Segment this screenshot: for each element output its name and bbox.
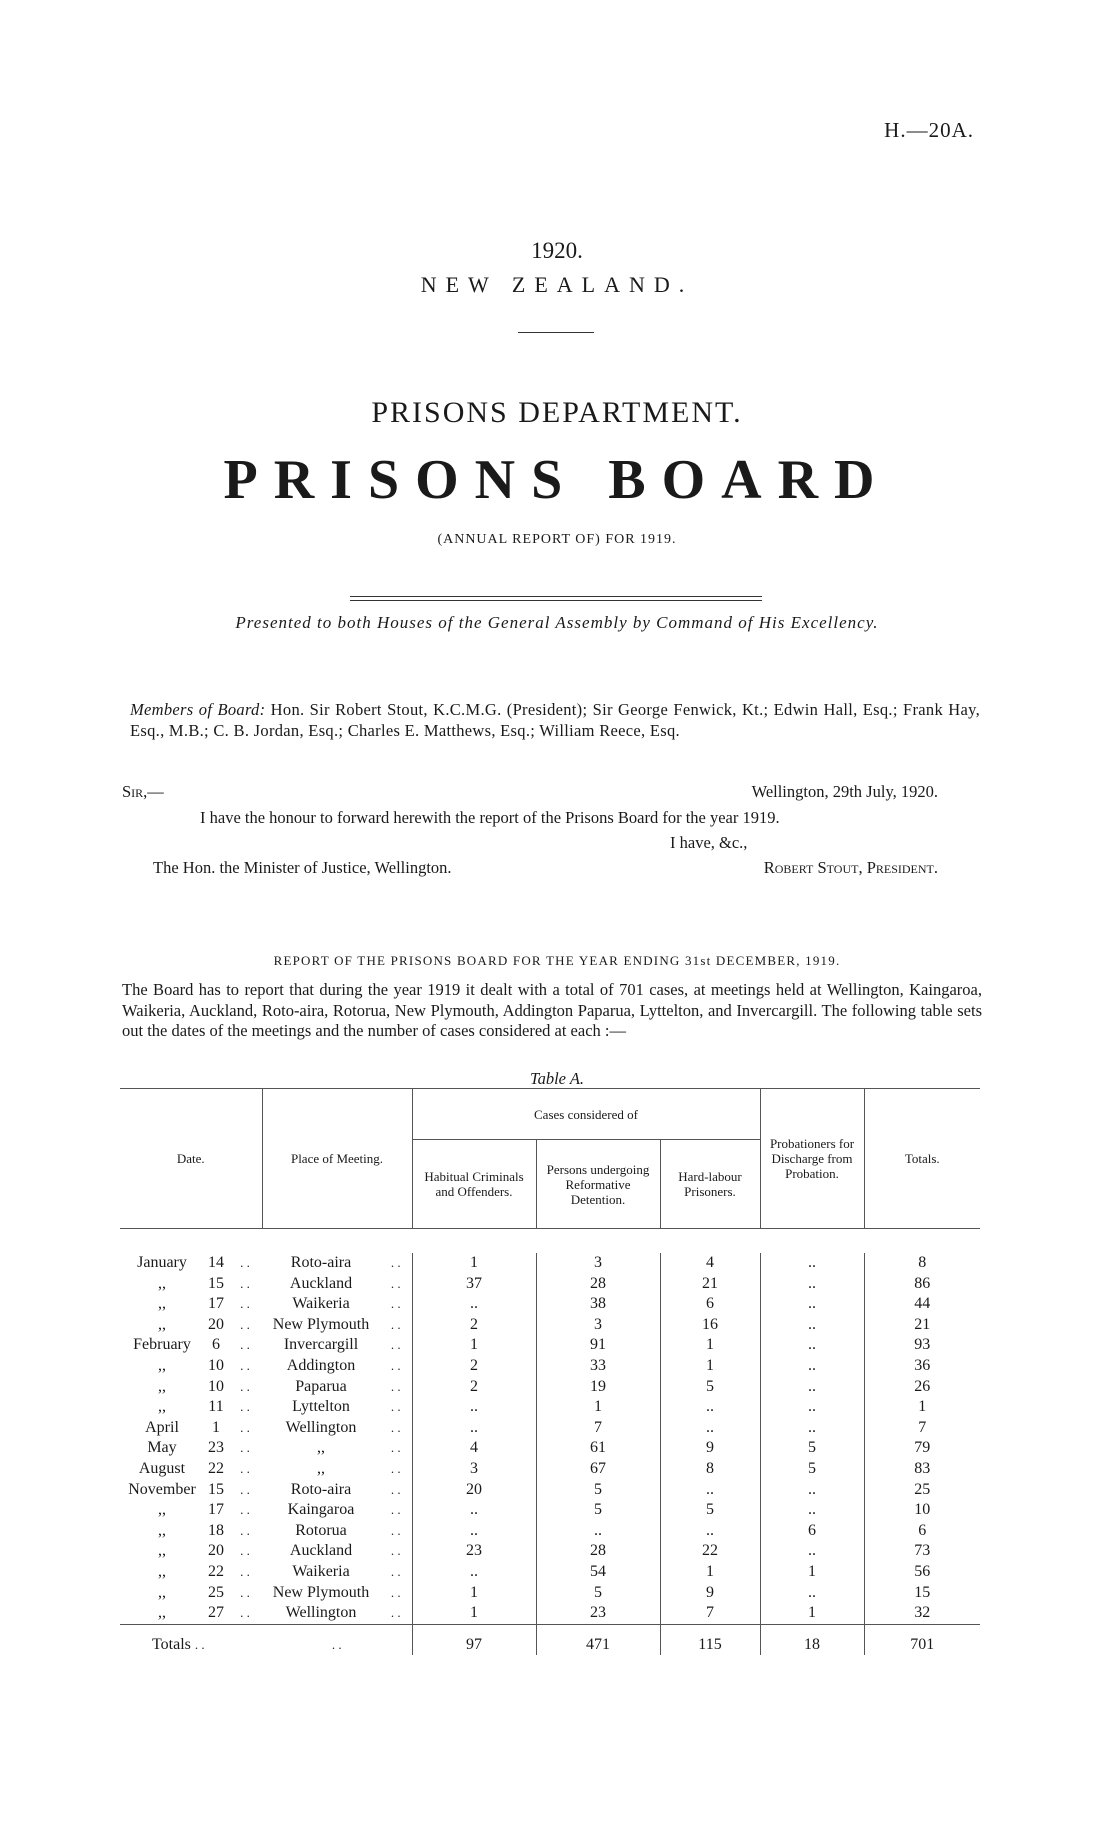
row-hardlabour: 22: [702, 1542, 718, 1560]
row-day: 10: [208, 1377, 224, 1395]
row-place: ,,: [317, 1439, 325, 1457]
row-place-dots: . .: [380, 1253, 412, 1274]
row-month: ,,: [158, 1295, 166, 1313]
row-total: 93: [914, 1336, 931, 1354]
table-row: [120, 1603, 980, 1624]
row-dots: . .: [240, 1255, 250, 1270]
row-hardlabour: ..: [706, 1480, 714, 1498]
table-row: [120, 1521, 980, 1542]
table-row: [120, 1480, 980, 1501]
row-reformative: 19: [536, 1377, 660, 1398]
row-place-dots: . .: [380, 1315, 412, 1336]
row-total: 21: [914, 1315, 931, 1333]
row-probation: 5: [760, 1438, 864, 1459]
row-total: 56: [914, 1562, 931, 1580]
row-month: ,,: [158, 1398, 166, 1416]
row-probation: ..: [760, 1500, 864, 1521]
table-row: [120, 1397, 980, 1418]
members-label: Members of Board:: [130, 700, 266, 719]
row-reformative: 28: [536, 1541, 660, 1562]
row-hardlabour: 9: [706, 1583, 714, 1601]
row-place-dots: . .: [380, 1603, 412, 1624]
table-row: [120, 1438, 980, 1459]
row-total: 73: [914, 1542, 931, 1560]
presented-line: Presented to both Houses of the General Assembly by Command of His Excellency.: [235, 613, 879, 632]
row-total: 25: [914, 1480, 931, 1498]
row-habitual: 2: [470, 1315, 478, 1333]
row-month: February: [133, 1336, 191, 1354]
row-reformative: 91: [536, 1335, 660, 1356]
row-probation: 6: [760, 1521, 864, 1542]
row-month: ,,: [158, 1604, 166, 1622]
row-day: 1: [212, 1418, 220, 1436]
row-total: 6: [918, 1521, 927, 1539]
row-dots: . .: [240, 1378, 250, 1394]
row-place-dots: . .: [380, 1480, 412, 1501]
row-reformative: 54: [536, 1562, 660, 1583]
row-habitual: 20: [466, 1480, 482, 1498]
row-day: 27: [208, 1604, 224, 1622]
row-total: 83: [914, 1459, 931, 1477]
row-dots: . .: [240, 1337, 250, 1353]
row-total: 32: [914, 1604, 931, 1622]
row-place-dots: . .: [380, 1438, 412, 1459]
row-probation: ..: [760, 1274, 864, 1295]
row-habitual: 2: [470, 1356, 478, 1374]
row-total: 44: [914, 1295, 931, 1313]
row-probation: ..: [760, 1315, 864, 1336]
row-month: January: [137, 1254, 187, 1271]
row-habitual: 1: [470, 1336, 478, 1354]
row-hardlabour: 1: [706, 1562, 714, 1580]
divider: [350, 596, 762, 597]
table-caption: Table A.: [529, 1069, 585, 1088]
row-dots: . .: [240, 1316, 250, 1332]
row-place-dots: . .: [380, 1583, 412, 1604]
row-total: 86: [914, 1274, 931, 1292]
department-title: PRISONS DEPARTMENT.: [371, 396, 743, 429]
row-day: 15: [208, 1480, 224, 1498]
row-place: Waikeria: [292, 1295, 350, 1313]
row-place-dots: . .: [380, 1541, 412, 1562]
table-row: [120, 1583, 980, 1604]
cases-table: [120, 1088, 980, 1655]
row-dots: . .: [240, 1605, 250, 1621]
row-month: ,,: [158, 1274, 166, 1292]
row-day: 11: [208, 1398, 224, 1416]
row-reformative: 33: [536, 1356, 660, 1377]
totals-total: 701: [910, 1635, 935, 1653]
row-hardlabour: 7: [706, 1604, 714, 1622]
row-probation: ..: [760, 1418, 864, 1439]
row-month: ,,: [158, 1315, 166, 1333]
row-hardlabour: 4: [706, 1254, 714, 1271]
letter-closing: I have, &c.,: [670, 833, 748, 852]
row-reformative: ..: [536, 1521, 660, 1542]
row-place: Wellington: [285, 1418, 357, 1436]
report-paragraph: The Board has to report that during the year 1919 it dealt with a total of 701 cases, at meetings held at Wellington, Kaingaroa, Waikeria, Auckland, Roto-aira, Rotorua, New Plymouth, Addington Paparua, Lyttelton, and Invercargill. The following table sets out the dates of the meetings and the number of cases considered at each :—: [122, 980, 982, 1040]
row-day: 20: [208, 1542, 224, 1560]
row-probation: ..: [760, 1294, 864, 1315]
row-month: November: [128, 1480, 196, 1498]
row-place: Kaingaroa: [287, 1501, 355, 1519]
row-hardlabour: ..: [706, 1398, 714, 1416]
table-row: [120, 1541, 980, 1562]
row-day: 22: [208, 1562, 224, 1580]
board-members: [130, 700, 980, 741]
header-hardlabour: Hard-labour Prisoners.: [678, 1169, 742, 1199]
row-habitual: ..: [470, 1295, 478, 1313]
table-row: [120, 1562, 980, 1583]
row-day: 23: [208, 1439, 224, 1457]
row-total: 1: [918, 1398, 927, 1416]
row-habitual: 1: [470, 1583, 478, 1601]
row-place-dots: . .: [380, 1459, 412, 1480]
row-dots: . .: [240, 1502, 250, 1518]
row-place: Rotorua: [295, 1521, 347, 1539]
row-place-dots: . .: [380, 1377, 412, 1398]
row-total: 8: [918, 1254, 927, 1271]
row-place: Roto-aira: [290, 1480, 352, 1498]
row-hardlabour: 16: [702, 1315, 718, 1333]
row-reformative: 5: [536, 1500, 660, 1521]
row-hardlabour: 5: [706, 1501, 714, 1519]
row-reformative: 1: [536, 1397, 660, 1418]
row-dots: . .: [240, 1563, 250, 1579]
row-dots: . .: [240, 1522, 250, 1538]
row-place-dots: . .: [380, 1356, 412, 1377]
row-hardlabour: 9: [706, 1439, 714, 1457]
letter-addressee: The Hon. the Minister of Justice, Wellington.: [153, 858, 452, 877]
row-probation: ..: [760, 1377, 864, 1398]
row-hardlabour: 5: [706, 1377, 714, 1395]
divider: [350, 600, 762, 601]
row-probation: ..: [760, 1335, 864, 1356]
row-month: May: [147, 1439, 177, 1457]
row-probation: ..: [760, 1356, 864, 1377]
row-reformative: 23: [536, 1603, 660, 1624]
row-month: ,,: [158, 1562, 166, 1580]
row-place-dots: . .: [380, 1562, 412, 1583]
row-place: Paparua: [295, 1377, 347, 1395]
totals-probation: 18: [760, 1624, 864, 1655]
divider: [518, 332, 594, 333]
header-habitual: Habitual Criminals and Offenders.: [424, 1169, 524, 1199]
members-list: Hon. Sir Robert Stout, K.C.M.G. (President); Sir George Fenwick, Kt.; Edwin Hall, Esq.; Frank Hay, Esq., M.B.; C. B. Jordan, Esq.; Charles E. Matthews, Esq.; William Reece, Esq.: [130, 700, 980, 740]
row-reformative: 5: [536, 1480, 660, 1501]
table-row: [120, 1315, 980, 1336]
row-hardlabour: 1: [706, 1356, 714, 1374]
row-reformative: 38: [536, 1294, 660, 1315]
row-dots: . .: [240, 1584, 250, 1600]
table-row: [120, 1294, 980, 1315]
row-habitual: 1: [470, 1254, 478, 1271]
row-probation: 5: [760, 1459, 864, 1480]
row-month: ,,: [158, 1377, 166, 1395]
letter-signature: Robert Stout, President.: [763, 858, 938, 877]
row-habitual: ..: [470, 1418, 478, 1436]
totals-habitual: 97: [466, 1635, 482, 1653]
row-hardlabour: 6: [706, 1295, 714, 1313]
totals-dots: . .: [262, 1624, 412, 1655]
row-probation: 1: [760, 1562, 864, 1583]
table-row: [120, 1459, 980, 1480]
row-dots: . .: [240, 1399, 250, 1415]
row-place: Auckland: [289, 1542, 353, 1560]
country-heading: NEW ZEALAND.: [420, 272, 694, 297]
table-row: [120, 1500, 980, 1521]
row-dots: . .: [240, 1419, 250, 1435]
row-habitual: ..: [470, 1562, 478, 1580]
row-habitual: 2: [470, 1377, 478, 1395]
header-cases-group: Cases considered of: [412, 1089, 760, 1140]
row-dots: . .: [240, 1296, 250, 1312]
row-day: 10: [208, 1356, 224, 1374]
table-row: [120, 1377, 980, 1398]
row-dots: . .: [240, 1481, 250, 1497]
row-total: 79: [914, 1439, 931, 1457]
row-place: Lyttelton: [292, 1398, 350, 1416]
row-hardlabour: ..: [706, 1521, 714, 1539]
totals-reformative: 471: [536, 1624, 660, 1655]
row-dots: . .: [240, 1440, 250, 1456]
row-day: 6: [212, 1336, 220, 1354]
row-hardlabour: 21: [702, 1274, 718, 1292]
row-place-dots: . .: [380, 1335, 412, 1356]
row-habitual: 37: [466, 1274, 482, 1292]
row-place-dots: . .: [380, 1397, 412, 1418]
row-hardlabour: ..: [706, 1418, 714, 1436]
row-habitual: 4: [470, 1439, 478, 1457]
row-day: 17: [208, 1501, 224, 1519]
table-row: [120, 1418, 980, 1439]
row-reformative: 5: [536, 1583, 660, 1604]
table-row: [120, 1274, 980, 1295]
row-reformative: 61: [536, 1438, 660, 1459]
row-probation: ..: [760, 1397, 864, 1418]
row-place: Addington: [286, 1356, 356, 1374]
row-total: 26: [914, 1377, 931, 1395]
row-probation: 1: [760, 1603, 864, 1624]
row-place-dots: . .: [380, 1418, 412, 1439]
row-total: 15: [914, 1583, 931, 1601]
row-place-dots: . .: [380, 1521, 412, 1542]
row-probation: ..: [760, 1583, 864, 1604]
board-title: PRISONS BOARD: [223, 449, 891, 511]
row-place-dots: . .: [380, 1294, 412, 1315]
row-place: Waikeria: [292, 1562, 350, 1580]
header-probationers: Probationers for Discharge from Probation.: [760, 1089, 864, 1229]
report-subtitle: (ANNUAL REPORT OF) FOR 1919.: [437, 532, 677, 547]
totals-hardlabour: 115: [698, 1635, 722, 1653]
report-heading: REPORT OF THE PRISONS BOARD FOR THE YEAR ENDING 31st DECEMBER, 1919.: [273, 953, 841, 968]
row-month: ,,: [158, 1521, 166, 1539]
row-month: ,,: [158, 1501, 166, 1519]
header-date: Date.: [120, 1089, 262, 1229]
row-reformative: 3: [536, 1253, 660, 1274]
row-month: ,,: [158, 1542, 166, 1560]
row-probation: ..: [760, 1541, 864, 1562]
row-place-dots: . .: [380, 1274, 412, 1295]
row-month: ,,: [158, 1356, 166, 1374]
row-habitual: ..: [470, 1521, 478, 1539]
row-day: 20: [208, 1315, 224, 1333]
row-reformative: 7: [536, 1418, 660, 1439]
row-place-dots: . .: [380, 1500, 412, 1521]
row-reformative: 67: [536, 1459, 660, 1480]
header-place: Place of Meeting.: [262, 1089, 412, 1229]
row-habitual: 23: [466, 1542, 482, 1560]
row-month: ,,: [158, 1583, 166, 1601]
row-day: 17: [208, 1295, 224, 1313]
row-month: August: [138, 1459, 186, 1477]
row-hardlabour: 8: [706, 1459, 714, 1477]
row-place: Auckland: [289, 1274, 353, 1292]
row-dots: . .: [240, 1275, 250, 1291]
totals-label: Totals . .: [152, 1635, 205, 1653]
row-place: New Plymouth: [272, 1315, 370, 1333]
header-reformative: Persons undergoing Reformative Detention.: [536, 1140, 660, 1229]
row-day: 15: [208, 1274, 224, 1292]
letter-salutation: Sir,—: [122, 782, 164, 801]
document-reference: H.—20A.: [884, 118, 974, 142]
row-place: Invercargill: [283, 1336, 359, 1354]
row-month: April: [145, 1418, 179, 1436]
row-reformative: 28: [536, 1274, 660, 1295]
row-dots: . .: [240, 1543, 250, 1559]
row-total: 7: [918, 1418, 927, 1436]
row-day: 25: [208, 1583, 224, 1601]
row-place: Roto-aira: [290, 1254, 352, 1271]
row-habitual: ..: [470, 1398, 478, 1416]
table-row: [120, 1335, 980, 1356]
row-probation: ..: [760, 1480, 864, 1501]
row-day: 18: [208, 1521, 224, 1539]
row-total: 10: [914, 1501, 931, 1519]
row-place: ,,: [317, 1459, 325, 1477]
row-probation: ..: [760, 1253, 864, 1274]
letter-place-date: Wellington, 29th July, 1920.: [751, 782, 938, 801]
row-place: New Plymouth: [272, 1583, 370, 1601]
table-row: [120, 1356, 980, 1377]
row-habitual: ..: [470, 1501, 478, 1519]
row-day: 14: [208, 1254, 224, 1271]
row-habitual: 3: [470, 1459, 478, 1477]
row-total: 36: [914, 1356, 931, 1374]
row-place: Wellington: [285, 1604, 357, 1622]
row-hardlabour: 1: [706, 1336, 714, 1354]
row-habitual: 1: [470, 1604, 478, 1622]
row-dots: . .: [240, 1357, 250, 1373]
document-year: 1920.: [531, 238, 583, 263]
row-reformative: 3: [536, 1315, 660, 1336]
row-dots: . .: [240, 1460, 250, 1476]
header-totals: Totals.: [904, 1151, 940, 1166]
row-day: 22: [208, 1459, 224, 1477]
letter-body: I have the honour to forward herewith the report of the Prisons Board for the year 1919.: [200, 808, 780, 827]
table-row: [120, 1253, 980, 1274]
